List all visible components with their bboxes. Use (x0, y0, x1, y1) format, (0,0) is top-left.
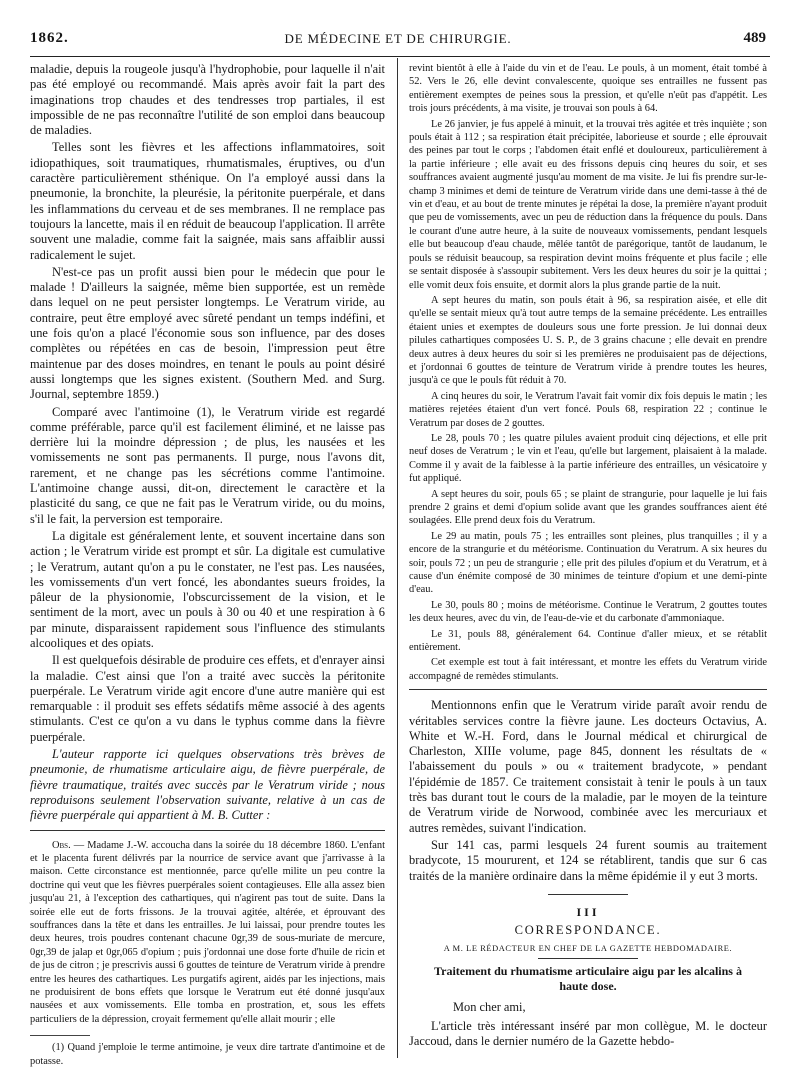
header-rule (30, 56, 770, 57)
paragraph: N'est-ce pas un profit aussi bien pour le médecin que pour le malade ! D'ailleurs la saignée, même bien supportée, est un remède dans lequel on ne peut persister longtemps. Le Veratrum viride, au contraire, peut être employé avec sûreté pendant un temps indéfini, et une fois qu'on a placé l'économie sous son influence, par des doses complètes ou répétées en cas de besoin, l'impression peut être maintenue par des doses moindres, en tenant le pouls au point désiré aussi longtemps que les signes existent. (Southern Med. and Surg. Journal, septembre 1859.) (30, 264, 385, 402)
section-title: CORRESPONDANCE. (514, 922, 662, 937)
paragraph: Il est quelquefois désirable de produire ces effets, et d'enrayer ainsi la maladie. C'est ainsi que l'on a traité avec succès la péritonite puerpérale. Le Veratrum viride agit encore d'une autre manière qui est remarquable : il produit ses effets sédatifs même associé à des agents stimulants. C'est ce qu'on a vu dans le typhus comme dans la fièvre puerpérale. (30, 653, 385, 744)
addressee-rule (538, 958, 638, 959)
observation-paragraph: A cinq heures du soir, le Veratrum l'avait fait vomir dix fois depuis le matin ; les matières rejetées étaient d'un vert foncé. Pouls 68, respiration 22 ; continue le Veratrum par doses de 2 gouttes. (409, 390, 767, 429)
paragraph: La digitale est généralement lente, et souvent incertaine dans son action ; le Veratrum viride est prompt et sûr. La digitale est cumulative ; le Veratrum, autant qu'on a pu le constater, ne l'est pas. Les nausées, les vomissements d'un vert foncé, les abondantes sueurs froides, la pâleur de la physionomie, l'obscurcissement de la vision, et le sentiment de la mort, avec un pouls à 30 ou 40 et une respiration à 6 par minute, disparaissent rapidement sous l'influence des stimulants alcooliques et des opiats. (30, 528, 385, 650)
observation-paragraph: revint bientôt à elle à l'aide du vin et de l'eau. Le pouls, à un moment, était tombé à 52. Vers le 26, elle devint convalescente, quoique ses entrailles ne fussent pas entièrement exemptes de peines sous la pression, et qu'elle n'eût pas d'appétit. Les trois jours précédents, à ma visite, je trouvai son pouls à 64. (409, 63, 767, 115)
paragraph: Telles sont les fièvres et les affections inflammatoires, soit idiopathiques, soit traumatiques, rhumatismales, éruptives, ou d'un caractère particulièrement sthénique. On l'a employé aussi dans la pneumonie, la bronchite, la pleurésie, la péritonite puerpérale, et dans les inflammations du cerveau et de ses membranes. Il ne remplace pas toujours la lancette, mais il en réduit de beaucoup l'application. Il arrête souvent une maladie, comme fait la saignée, mais sans affaiblir aussi radicalement le sujet. (30, 140, 385, 262)
editorial-note: L'auteur rapporte ici quelques observations très brèves de pneumonie, de rhumatisme articulaire aigu, de fièvre puerpérale, de fièvre traumatique, traités avec succès par le Veratrum viride ; nous reproduisons seulement l'observation suivante, relative à un cas de fièvre puerpérale qui appartient à M. B. Cutter : (30, 747, 385, 823)
observation-paragraph: Le 31, pouls 88, généralement 64. Continue d'aller mieux, et se rétablit entièrement. (409, 628, 767, 654)
header-title: DE MÉDECINE ET DE CHIRURGIE. (284, 31, 512, 46)
footnote: (1) Quand j'emploie le terme antimoine, je veux dire tartrate d'antimoine et de potasse. (30, 1042, 385, 1067)
separator-rule (30, 830, 385, 831)
section-addressee: A M. LE RÉDACTEUR EN CHEF DE LA GAZETTE HEBDOMADAIRE. (443, 943, 733, 953)
observation-paragraph: Le 29 au matin, pouls 75 ; les entrailles sont pleines, plus tranquilles ; il y a encore de la strangurie et du météorisme. Continuation du Veratrum. A six heures du soir, pouls 72 ; un peu de strangurie ; elle prit des pilules d'opium et du Veratrum, et à cause d'un énémite composé de 30 minimes de teinture d'opium et une demi-pinte d'eau. (409, 530, 767, 596)
paragraph: Sur 141 cas, parmi lesquels 24 furent soumis au traitement bradycote, 15 moururent, et 124 se rétablirent, tandis que sur 6 cas traités de la manière ordinaire dans la même épidémie il y eut 3 morts. (409, 837, 767, 883)
observation-paragraph: A sept heures du matin, son pouls était à 96, sa respiration aisée, et elle dit qu'elle se sentait mieux qu'à tout autre temps de la semaine précédente. Les entrailles étaient unies et exemptes de douleurs sous une forte pression. Je lui donnai deux pilules cathartiques composées U. S. P., de 3 grains chacune ; elle devait en prendre deux autres à deux heures du soir si les premières ne produisaient pas de déjections, et j'ordonnai 6 gouttes de teinture de Veratrum viride à prendre toutes les heures, jusqu'à ce que le pouls fût réduit à 70. (409, 294, 767, 387)
observation-paragraph: Le 26 janvier, je fus appelé à minuit, et la trouvai très agitée et très inquiète ; son pouls était à 112 ; sa respiration était précipitée, laborieuse et sourde ; elle éprouvait des peines par tout le corps ; l'abdomen était enflé et douloureux, particulièrement à la partie inférieure ; elle avait eu des frissons depuis cinq heures du soir, et ses souffrances avaient augmenté jusqu'au moment de ma visite. Je lui fis prendre sur-le-champ 3 minimes et demi de teinture de Veratrum viride dans une demi-tasse à thé de vin et d'eau, et au bout de trente minutes je répétai la dose, la première n'ayant produit que peu de vomissements, avec un peu de réduction dans la fréquence du pouls. Dans le courant d'une autre heure, à la suite de nouveaux vomissements, pendant lesquels elle but beaucoup d'eau chaude, mêlée tantôt de parégorique, tantôt de laudanum, le pouls se réduisit beaucoup, sa respiration devint moins fréquente et plus facile ; elle se sentait disposée à s'assoupir subitement. Vers les deux heures du soir je la quittai ; elle vomit deux fois ensuite, et dormit alors la plus grande partie de la nuit. (409, 118, 767, 291)
observation-label: Obs. (52, 839, 71, 851)
observation-paragraph: Le 28, pouls 70 ; les quatre pilules avaient produit cinq déjections, et elle prit neuf doses de Veratrum ; le vin et l'eau, qu'elle but largement, plaisaient à la malade. Comme il y avait de la faiblesse à la partie inférieure des entrailles, un vésicatoire y fut appliqué. (409, 432, 767, 485)
section-rule (548, 894, 628, 895)
letter-title: Traitement du rhumatisme articulaire aigu par les alcalins à haute dose. (434, 963, 742, 993)
left-column (30, 62, 385, 1067)
footnote-rule (30, 1035, 90, 1036)
observation-paragraph (30, 839, 385, 1027)
section-number: III (576, 904, 600, 919)
observation-text: — Madame J.-W. accoucha dans la soirée du 18 décembre 1860. L'enfant et le placenta furent délivrés par la nourrice de service avant que j'arrivasse à la maison. Cette circonstance est mentionnée, parce qu'elle milite un peu contre la doctrine qui veut que les fièvres puerpérales soient contagieuses. Elle alla assez bien jusqu'au 21, à l'exception des cathartiques, qui n'agirent pas tout de suite. Dans la soirée elle eut de forts frissons. Je la trouvai agitée, altérée, et éprouvant des souffrances dans la tête et dans les entrailles. Je lui laissai, pour prendre toutes les deux heures, trois poudres contenant chacune 0gr,39 de sous-muriate de mercure, 0gr,39 de jalap et 0gr,065 d'opium ; puis j'ordonnai une dose forte d'huile de ricin et de jus de citron ; je prescrivis aussi 6 gouttes de teinture de Veratrum viride à prendre entre les heures des cathartiques. Les purgatifs agirent, aidés par les injections, mais ne produisirent de bons effets que lorsque le Veratrum eut été donné jusqu'aux nausées et aux vomissements. Elle tomba en prostration, et, sous les effets particuliers de la dépression, croyait fermement qu'elle allait mourir ; elle (30, 839, 385, 1025)
paragraph: maladie, depuis la rougeole jusqu'à l'hydrophobie, pour laquelle il n'ait pas été employé ou recommandé. Mais après avoir fait la part des imaginations trop chaudes et des tendresses trop partiales, il est impossible de ne pas reconnaître l'utilité de son emploi dans beaucoup de maladies. (30, 62, 385, 138)
paragraph: L'article très intéressant inséré par mon collègue, M. le docteur Jaccoud, dans le dernier numéro de la Gazette hebdo- (409, 1019, 767, 1049)
paragraph: Mentionnons enfin que le Veratrum viride paraît avoir rendu de véritables services contre la fièvre jaune. Les docteurs Octavius, A. White et W.-H. Ford, dans le Journal médical et chirurgical de Charleston, XIIIe volume, page 845, donnent les résultats de « l'abaissement du pouls » ou « traitement bradycote, » pendant l'épidémie de 1857. Ce traitement consistait à tenir le pouls à un taux très bas durant tout le cours de la maladie, par le moyen de la teinture de Veratrum viride de Norwood, combinée avec les mercuriaux et autres remèdes, suivant l'indication. (409, 698, 767, 835)
observation-paragraph: Le 30, pouls 80 ; moins de météorisme. Continue le Veratrum, 2 gouttes toutes les deux heures, avec du vin, de l'eau-de-vie et du carbonate d'ammoniaque. (409, 599, 767, 625)
page-header (30, 30, 766, 52)
observation-paragraph: A sept heures du soir, pouls 65 ; se plaint de strangurie, pour laquelle je lui fais prendre 2 grains et demi d'opium solide avant que les grandes souffrances aient été soulagées. Elle prend deux fois du Veratrum. (409, 488, 767, 527)
salutation: Mon cher ami, (453, 999, 526, 1014)
right-column (409, 62, 767, 1062)
paragraph: Comparé avec l'antimoine (1), le Veratrum viride est regardé comme préférable, parce qu'il est facilement éliminé, et ne laisse pas derrière lui la moindre dépression ; de plus, les nausées et les vomissements ne sont pas permanents. Il purge, nous l'avons dit, rarement, et ne change pas les sécrétions comme l'antimoine. L'antimoine change aussi, dit-on, directement le caractère et la plasticité du sang, ce que ne fait pas le Veratrum viride, ou du moins, s'il le fait, la perversion est temporaire. (30, 404, 385, 526)
header-year: 1862. (30, 30, 69, 46)
header-page-number: 489 (743, 30, 766, 46)
observation-paragraph: Cet exemple est tout à fait intéressant, et montre les effets du Veratrum viride accompagné de remèdes stimulants. (409, 657, 767, 682)
column-divider (397, 58, 398, 1058)
separator-rule (409, 689, 767, 690)
